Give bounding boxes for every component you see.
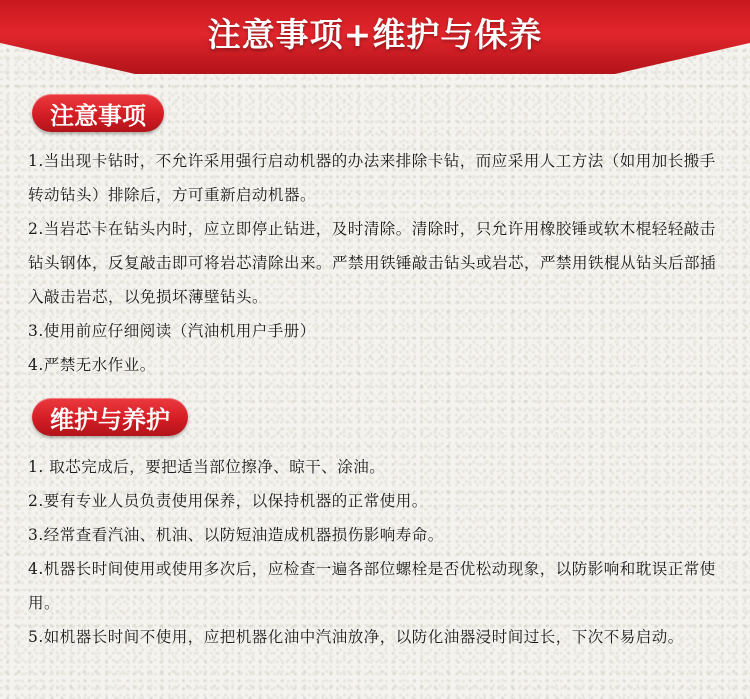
section-heading-precautions: 注意事项	[32, 94, 164, 132]
list-item: 1.当出现卡钻时，不允许采用强行启动机器的办法来排除卡钻，而应采用人工方法（如用加长搬手转动钻头）排除后，方可重新启动机器。	[28, 152, 716, 204]
list-item: 4.机器长时间使用或使用多次后，应检查一遍各部位螺栓是否优松动现象，以防影响和耽误正常使用。	[28, 560, 716, 612]
list-item: 5.如机器长时间不使用，应把机器化油中汽油放净，以防化油器浸时间过长，下次不易启动。	[28, 628, 684, 646]
list-item: 4.严禁无水作业。	[28, 356, 156, 374]
maintenance-list	[28, 450, 728, 654]
list-item: 3.使用前应仔细阅读（汽油机用户手册）	[28, 322, 316, 340]
list-item: 3.经常查看汽油、机油、以防短油造成机器损伤影响寿命。	[28, 526, 444, 544]
page-title: 注意事项+维护与保养	[207, 14, 543, 54]
precautions-list	[28, 144, 728, 382]
section-heading-maintenance: 维护与养护	[32, 398, 188, 436]
list-item: 2.当岩芯卡在钻头内时，应立即停止钻进，及时清除。清除时，只允许用橡胶锤或软木棍轻轻敲击钻头钢体，反复敲击即可将岩芯清除出来。严禁用铁锤敲击钻头或岩芯，严禁用铁棍从钻头后部插入敲击岩芯，以免损坏薄壁钻头。	[28, 220, 717, 306]
list-item: 1. 取芯完成后，要把适当部位擦净、晾干、涂油。	[28, 458, 386, 476]
list-item: 2.要有专业人员负责使用保养，以保持机器的正常使用。	[28, 492, 428, 510]
